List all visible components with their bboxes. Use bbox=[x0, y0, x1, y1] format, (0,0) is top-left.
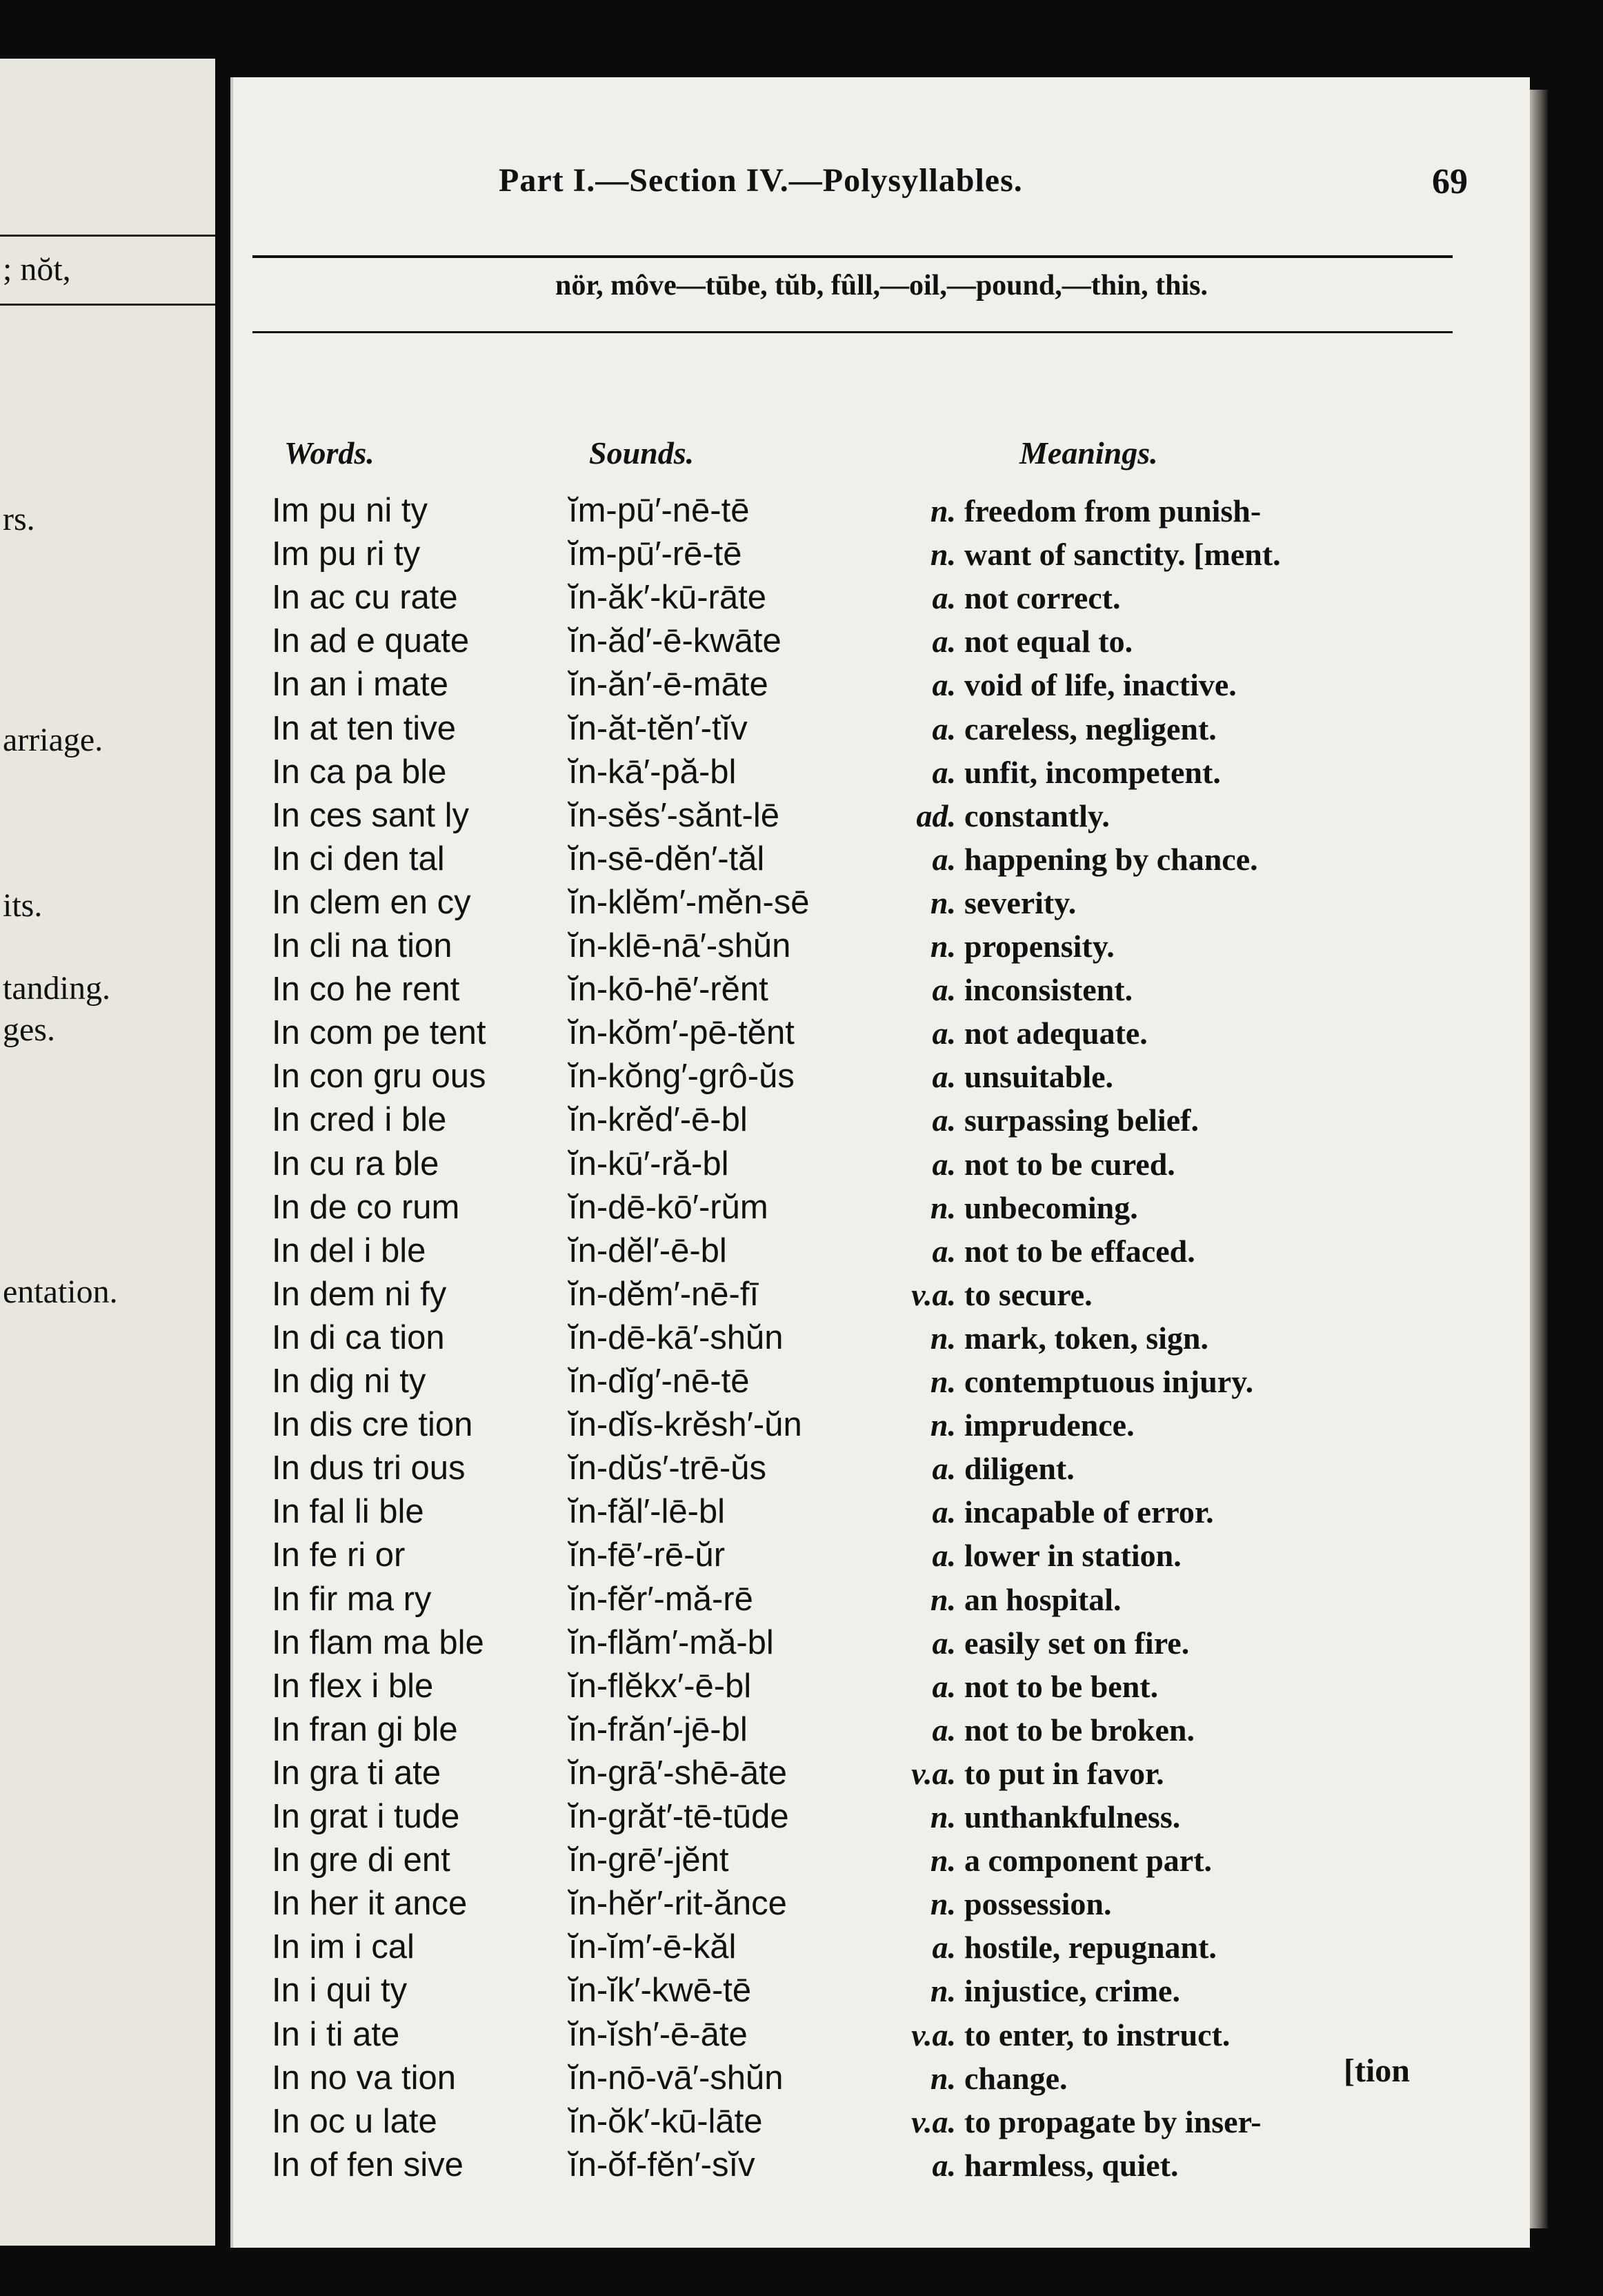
entry-sound: ĭn-ŏk′-kū-lāte bbox=[568, 2103, 763, 2140]
entry-sound: ĭn-fē′-rē-ŭr bbox=[568, 1536, 726, 1574]
entry-sound: ĭn-ĭk′-kwē-tē bbox=[568, 1972, 752, 2009]
word-entry-row bbox=[233, 1449, 1530, 1492]
entry-sound: ĭn-kŏng′-grô-ŭs bbox=[568, 1058, 795, 1095]
entry-part-of-speech: n. bbox=[930, 1190, 956, 1225]
entry-meaning: freedom from punish- bbox=[964, 493, 1262, 528]
entry-word: In di ca tion bbox=[272, 1319, 445, 1356]
entry-word: In fal li ble bbox=[272, 1493, 424, 1530]
entry-part-of-speech: v.a. bbox=[911, 1756, 956, 1791]
entry-sound: ĭm-pū′-nē-tē bbox=[568, 492, 750, 529]
word-entry-row bbox=[233, 883, 1530, 927]
entry-word: In fran gi ble bbox=[272, 1711, 458, 1748]
entry-meaning: unsuitable. bbox=[964, 1059, 1114, 1094]
entry-word: In flam ma ble bbox=[272, 1624, 484, 1661]
entry-word: In clem en cy bbox=[272, 884, 471, 921]
entry-word: In gra ti ate bbox=[272, 1754, 441, 1792]
entry-word: In co he rent bbox=[272, 971, 460, 1008]
entry-word: In of fen sive bbox=[272, 2146, 464, 2184]
book-page bbox=[230, 77, 1530, 2248]
page-edge-shadow bbox=[1527, 90, 1548, 2228]
entry-word: In i ti ate bbox=[272, 2016, 400, 2053]
word-entry-row bbox=[233, 578, 1530, 622]
word-entry-row bbox=[233, 970, 1530, 1013]
entry-part-of-speech: a. bbox=[932, 1451, 956, 1486]
entry-meaning: easily set on fire. bbox=[964, 1625, 1190, 1661]
word-entry-row bbox=[233, 1928, 1530, 1971]
entry-part-of-speech: n. bbox=[930, 1407, 956, 1443]
entry-part-of-speech: a. bbox=[932, 1234, 956, 1269]
entry-meaning: a component part. bbox=[964, 1843, 1213, 1878]
entry-word: In ac cu rate bbox=[272, 579, 458, 616]
running-header bbox=[233, 161, 1530, 210]
entry-sound: ĭn-krĕd′-ē-bl bbox=[568, 1101, 748, 1138]
entry-part-of-speech: a. bbox=[932, 972, 956, 1007]
entry-sound: ĭn-grā′-shē-āte bbox=[568, 1754, 787, 1792]
pronunciation-key: nör, môve—tūbe, tŭb, fûll,—oil,—pound,—thin, this. bbox=[555, 270, 1208, 301]
entry-meaning: injustice, crime. bbox=[964, 1973, 1180, 2008]
column-header-meanings: Meanings. bbox=[1019, 435, 1158, 471]
entry-word: In i qui ty bbox=[272, 1972, 408, 2009]
entry-sound: ĭn-kŏm′-pē-tĕnt bbox=[568, 1014, 795, 1051]
word-entry-row bbox=[233, 927, 1530, 970]
entry-word: In no va tion bbox=[272, 2059, 456, 2097]
entry-meaning: surpassing belief. bbox=[964, 1102, 1199, 1138]
entry-meaning: contemptuous injury. bbox=[964, 1364, 1254, 1399]
word-entry-row bbox=[233, 709, 1530, 753]
entry-sound: ĭn-dĭs-krĕsh′-ŭn bbox=[568, 1406, 802, 1443]
entry-part-of-speech: a. bbox=[932, 667, 956, 702]
word-entry-row bbox=[233, 840, 1530, 883]
entry-part-of-speech: a. bbox=[932, 711, 956, 746]
word-entry-row bbox=[233, 1492, 1530, 1536]
entry-word: In ad e quate bbox=[272, 622, 470, 660]
entry-word: In fe ri or bbox=[272, 1536, 406, 1574]
word-entry-row bbox=[233, 2015, 1530, 2059]
entry-meaning: to put in favor. bbox=[964, 1756, 1164, 1791]
entry-part-of-speech: a. bbox=[932, 1102, 956, 1138]
entry-part-of-speech: n. bbox=[930, 537, 956, 572]
entry-meaning: inconsistent. bbox=[964, 972, 1133, 1007]
entry-meaning: not to be bent. bbox=[964, 1669, 1159, 1704]
entry-part-of-speech: a. bbox=[932, 842, 956, 877]
entry-meaning: happening by chance. bbox=[964, 842, 1258, 877]
entry-word: In dig ni ty bbox=[272, 1363, 426, 1400]
entry-meaning: harmless, quiet. bbox=[964, 2148, 1179, 2183]
entry-part-of-speech: a. bbox=[932, 1538, 956, 1573]
entry-word: In an i mate bbox=[272, 666, 449, 703]
entry-word: In flex i ble bbox=[272, 1667, 434, 1705]
entry-sound: ĭn-dĕm′-nē-fī bbox=[568, 1276, 759, 1313]
word-entry-row bbox=[233, 1057, 1530, 1100]
entry-sound: ĭn-klē-nā′-shŭn bbox=[568, 927, 791, 964]
word-entry-row bbox=[233, 1100, 1530, 1144]
entry-part-of-speech: a. bbox=[932, 580, 956, 615]
word-entry-row bbox=[233, 2059, 1530, 2102]
entry-word: In at ten tive bbox=[272, 710, 456, 747]
entry-meaning: severity. bbox=[964, 885, 1077, 920]
word-entry-row bbox=[233, 1405, 1530, 1449]
entry-meaning: unfit, incompetent. bbox=[964, 755, 1221, 790]
entry-word: In ci den tal bbox=[272, 840, 445, 878]
entry-sound: ĭn-kū′-ră-bl bbox=[568, 1145, 729, 1182]
entry-meaning: imprudence. bbox=[964, 1407, 1135, 1443]
word-entry-row bbox=[233, 1231, 1530, 1275]
left-page-text: ges. bbox=[3, 1011, 55, 1048]
entry-word: In ces sant ly bbox=[272, 797, 469, 834]
word-entry-row bbox=[233, 1362, 1530, 1405]
entry-part-of-speech: a. bbox=[932, 1147, 956, 1182]
entry-sound: ĭn-ĭsh′-ē-āte bbox=[568, 2016, 748, 2053]
column-header-sounds: Sounds. bbox=[589, 435, 695, 471]
entry-sound: ĭn-kā′-pă-bl bbox=[568, 753, 737, 791]
entry-meaning: not adequate. bbox=[964, 1016, 1148, 1051]
left-page-fragment bbox=[0, 59, 215, 2246]
entry-part-of-speech: a. bbox=[932, 755, 956, 790]
word-entry-row bbox=[233, 1013, 1530, 1057]
entry-word: In cred i ble bbox=[272, 1101, 447, 1138]
entry-part-of-speech: n. bbox=[930, 1582, 956, 1617]
entry-meaning: not correct. bbox=[964, 580, 1121, 615]
entry-part-of-speech: a. bbox=[932, 1494, 956, 1530]
entry-part-of-speech: n. bbox=[930, 1320, 956, 1356]
entry-meaning: incapable of error. bbox=[964, 1494, 1214, 1530]
entry-part-of-speech: n. bbox=[930, 885, 956, 920]
entry-part-of-speech: n. bbox=[930, 2061, 956, 2096]
word-entry-row bbox=[233, 1275, 1530, 1318]
entry-word: In dem ni fy bbox=[272, 1276, 447, 1313]
word-entry-row bbox=[233, 1754, 1530, 1797]
entry-sound: ĭn-nō-vā′-shŭn bbox=[568, 2059, 784, 2097]
entry-part-of-speech: a. bbox=[932, 1059, 956, 1094]
entry-sound: ĭn-grăt′-tē-tūde bbox=[568, 1798, 789, 1835]
entry-meaning: unthankfulness. bbox=[964, 1799, 1181, 1834]
entry-word: In con gru ous bbox=[272, 1058, 486, 1095]
entry-sound: ĭn-ăt-tĕn′-tĭv bbox=[568, 710, 748, 747]
entry-meaning: constantly. bbox=[964, 798, 1110, 833]
entry-part-of-speech: n. bbox=[930, 1799, 956, 1834]
entry-sound: ĭn-dē-kā′-shŭn bbox=[568, 1319, 784, 1356]
entry-meaning: change. bbox=[964, 2061, 1068, 2096]
word-entry-row bbox=[233, 2102, 1530, 2146]
entry-part-of-speech: v.a. bbox=[911, 2104, 956, 2139]
entry-sound: ĭn-ĭm′-ē-kăl bbox=[568, 1928, 737, 1966]
word-entry-row bbox=[233, 1188, 1530, 1231]
entry-word: In grat i tude bbox=[272, 1798, 460, 1835]
entry-word: In im i cal bbox=[272, 1928, 415, 1966]
entry-sound: ĭn-dĭg′-nē-tē bbox=[568, 1363, 750, 1400]
page-title: Part I.—Section IV.—Polysyllables. bbox=[499, 162, 1023, 199]
entry-meaning: an hospital. bbox=[964, 1582, 1122, 1617]
word-entry-row bbox=[233, 796, 1530, 840]
entry-sound: ĭn-klĕm′-mĕn-sē bbox=[568, 884, 810, 921]
entry-word: In com pe tent bbox=[272, 1014, 486, 1051]
entry-meaning: careless, negligent. bbox=[964, 711, 1217, 746]
entry-part-of-speech: a. bbox=[932, 624, 956, 659]
entry-sound: ĭn-flăm′-mă-bl bbox=[568, 1624, 774, 1661]
entry-meaning: hostile, repugnant. bbox=[964, 1930, 1217, 1965]
entry-part-of-speech: n. bbox=[930, 1843, 956, 1878]
entry-meaning: possession. bbox=[964, 1886, 1112, 1921]
entry-part-of-speech: n. bbox=[930, 1886, 956, 1921]
entry-part-of-speech: v.a. bbox=[911, 1277, 956, 1312]
entry-meaning: not to be effaced. bbox=[964, 1234, 1195, 1269]
entry-sound: ĭn-fĕr′-mă-rē bbox=[568, 1581, 753, 1618]
word-entry-row bbox=[233, 1710, 1530, 1754]
key-top-rule bbox=[252, 255, 1453, 258]
entry-word: Im pu ni ty bbox=[272, 492, 428, 529]
column-header-words: Words. bbox=[284, 435, 375, 471]
entry-part-of-speech: n. bbox=[930, 1364, 956, 1399]
entry-meaning: diligent. bbox=[964, 1451, 1075, 1486]
entry-sound: ĭn-ŏf-fĕn′-sĭv bbox=[568, 2146, 755, 2184]
entry-part-of-speech: n. bbox=[930, 929, 956, 964]
entry-word: In fir ma ry bbox=[272, 1581, 432, 1618]
entry-meaning: lower in station. bbox=[964, 1538, 1182, 1573]
left-page-text: arriage. bbox=[3, 722, 103, 758]
entry-sound: ĭn-grē′-jĕnt bbox=[568, 1841, 729, 1879]
word-entry-row bbox=[233, 2146, 1530, 2189]
entry-meaning: not to be cured. bbox=[964, 1147, 1175, 1182]
entry-part-of-speech: a. bbox=[932, 1669, 956, 1704]
entry-sound: ĭn-sĕs′-sănt-lē bbox=[568, 797, 780, 834]
entry-word: In dis cre tion bbox=[272, 1406, 473, 1443]
entry-word: In cli na tion bbox=[272, 927, 452, 964]
entry-part-of-speech: a. bbox=[932, 1016, 956, 1051]
entry-meaning: mark, token, sign. bbox=[964, 1320, 1208, 1356]
entry-meaning: to secure. bbox=[964, 1277, 1093, 1312]
entry-part-of-speech: a. bbox=[932, 2148, 956, 2183]
entry-word: In cu ra ble bbox=[272, 1145, 439, 1182]
word-entry-row bbox=[233, 622, 1530, 665]
entry-sound: ĭn-dŭs′-trē-ŭs bbox=[568, 1449, 766, 1487]
entry-meaning: to propagate by inser- bbox=[964, 2104, 1262, 2139]
entry-word: In dus tri ous bbox=[272, 1449, 466, 1487]
entry-word: In de co rum bbox=[272, 1189, 460, 1226]
entry-meaning: not equal to. bbox=[964, 624, 1133, 659]
entry-sound: ĭn-frăn′-jē-bl bbox=[568, 1711, 748, 1748]
word-entry-row bbox=[233, 491, 1530, 535]
hyphenation-tail: [tion bbox=[1344, 2052, 1410, 2089]
entry-meaning: unbecoming. bbox=[964, 1190, 1138, 1225]
entry-word: In ca pa ble bbox=[272, 753, 447, 791]
entry-meaning: want of sanctity. [ment. bbox=[964, 537, 1281, 572]
page-number: 69 bbox=[1432, 162, 1468, 201]
entry-sound: ĭn-flĕkx′-ē-bl bbox=[568, 1667, 752, 1705]
word-entry-row bbox=[233, 665, 1530, 709]
entry-word: In her it ance bbox=[272, 1885, 468, 1922]
word-entry-row bbox=[233, 1580, 1530, 1623]
entry-part-of-speech: n. bbox=[930, 1973, 956, 2008]
entry-part-of-speech: v.a. bbox=[911, 2017, 956, 2052]
entry-sound: ĭn-ăd′-ē-kwāte bbox=[568, 622, 781, 660]
left-page-text: its. bbox=[3, 887, 43, 924]
entry-sound: ĭn-făl′-lē-bl bbox=[568, 1493, 726, 1530]
left-page-text: ; nŏt, bbox=[3, 251, 71, 288]
word-entry-row bbox=[233, 753, 1530, 796]
left-page-text: tanding. bbox=[3, 970, 110, 1007]
entry-sound: ĭn-dē-kō′-rŭm bbox=[568, 1189, 768, 1226]
word-entry-row bbox=[233, 1145, 1530, 1188]
left-page-rule bbox=[0, 304, 215, 306]
left-page-text: entation. bbox=[3, 1274, 118, 1310]
entry-sound: ĭn-sē-dĕn′-tăl bbox=[568, 840, 765, 878]
entry-part-of-speech: ad. bbox=[916, 798, 956, 833]
entry-sound: ĭn-dĕl′-ē-bl bbox=[568, 1232, 727, 1269]
word-entry-row bbox=[233, 1623, 1530, 1667]
entry-sound: ĭm-pū′-rē-tē bbox=[568, 535, 742, 573]
key-bottom-rule bbox=[252, 331, 1453, 333]
entry-sound: ĭn-ăn′-ē-māte bbox=[568, 666, 768, 703]
word-entry-row bbox=[233, 535, 1530, 578]
word-entry-row bbox=[233, 1536, 1530, 1579]
left-page-rule bbox=[0, 235, 215, 237]
entry-part-of-speech: a. bbox=[932, 1625, 956, 1661]
entry-sound: ĭn-ăk′-kū-rāte bbox=[568, 579, 766, 616]
entry-word: In del i ble bbox=[272, 1232, 426, 1269]
entry-word: In gre di ent bbox=[272, 1841, 450, 1879]
entry-meaning: propensity. bbox=[964, 929, 1115, 964]
entry-part-of-speech: a. bbox=[932, 1712, 956, 1748]
entry-meaning: not to be broken. bbox=[964, 1712, 1195, 1748]
entry-sound: ĭn-hĕr′-rit-ănce bbox=[568, 1885, 787, 1922]
entry-part-of-speech: n. bbox=[930, 493, 956, 528]
entry-part-of-speech: a. bbox=[932, 1930, 956, 1965]
word-entry-row bbox=[233, 1667, 1530, 1710]
word-entry-row bbox=[233, 1971, 1530, 2015]
word-entry-row bbox=[233, 1884, 1530, 1928]
entry-word: In oc u late bbox=[272, 2103, 437, 2140]
left-page-text: rs. bbox=[3, 501, 35, 537]
entry-word: Im pu ri ty bbox=[272, 535, 421, 573]
entry-sound: ĭn-kō-hē′-rĕnt bbox=[568, 971, 768, 1008]
word-entry-row bbox=[233, 1318, 1530, 1362]
entry-meaning: to enter, to instruct. bbox=[964, 2017, 1231, 2052]
word-entry-row bbox=[233, 1841, 1530, 1884]
entry-meaning: void of life, inactive. bbox=[964, 667, 1237, 702]
word-entry-row bbox=[233, 1797, 1530, 1841]
